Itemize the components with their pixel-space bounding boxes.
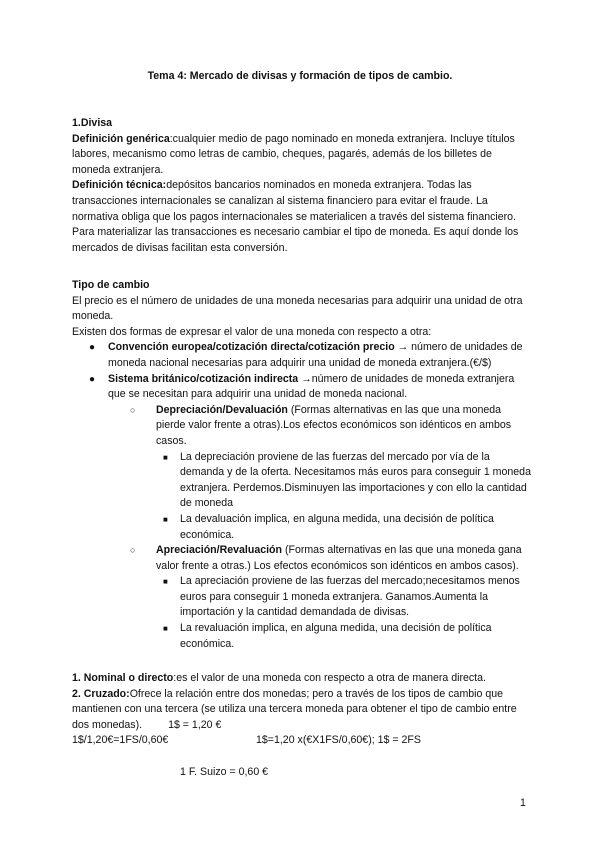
bullet-square-icon: ■ bbox=[163, 577, 168, 587]
equation-2: 1$/1,20€=1FS/0,60€ bbox=[72, 734, 169, 747]
bullet-disc-icon: ● bbox=[89, 373, 96, 385]
section-tipos bbox=[72, 671, 532, 781]
divisa-paragraph: Para materializar las transacciones es necesario cambiar el tipo de moneda. Es aquí donde los mercados de divisas facilitan esta conversión. bbox=[72, 226, 519, 254]
equation-4: 1 F. Suizo = 0,60 € bbox=[180, 765, 269, 778]
equation-row-2 bbox=[72, 765, 532, 781]
bullet-square-icon: ■ bbox=[163, 452, 168, 462]
equation-row bbox=[72, 733, 532, 749]
list-item-depreciacion: ○ Depreciación/Devaluación (Formas alternativas en las que una moneda pierde valor frente a otras).Los efectos económicos son idénticos en ambos casos. bbox=[130, 403, 512, 447]
section-tipo-cambio bbox=[72, 278, 532, 652]
equation-3: 1$=1,20 x(€X1FS/0,60€); 1$ = 2FS bbox=[256, 734, 421, 747]
list-item-apreciacion-mercado: ■ La apreciación proviene de las fuerzas del mercado;necesitamos menos euros para conseguir 1 moneda extranjera. Ganamos.Aumenta la importación y la cantidad demandada de divisas. bbox=[163, 575, 520, 619]
definicion-tecnica: Definición técnica:depósitos bancarios nominados en moneda extranjera. Todas las transacciones internacionales se canalizan al sistema financiero para evitar el fraude. La normativa obliga que los pagos internacionales se materialicen a través del sistema financiero. bbox=[72, 179, 517, 223]
tipo-cambio-intro-1: El precio es el número de unidades de una moneda necesarias para adquirir una unidad de otra moneda. bbox=[72, 294, 523, 323]
tipo-nominal: 1. Nominal o directo:es el valor de una moneda con respecto a otra de manera directa. bbox=[72, 672, 486, 684]
section-divisa bbox=[72, 116, 532, 256]
tipo-cambio-intro-2: Existen dos formas de expresar el valor de una moneda con respecto a otra: bbox=[72, 325, 432, 338]
bullet-disc-icon: ● bbox=[89, 342, 96, 354]
page-number: 1 bbox=[520, 797, 526, 809]
list-item-revaluacion-politica: ■ La revaluación implica, en alguna medida, una decisión de política económica. bbox=[163, 622, 492, 650]
bullet-square-icon: ■ bbox=[163, 624, 168, 634]
definicion-generica: Definición genérica:cualquier medio de pago nominado en moneda extranjera. Incluye títulos labores, mecanismo como letras de cambio, cheques, pagarés, además de los billetes de moneda extranjera. bbox=[72, 132, 515, 176]
equation-1: 1$ = 1,20 € bbox=[168, 718, 222, 731]
bullet-circle-icon: ○ bbox=[130, 545, 136, 556]
list-item-depreciacion-mercado: ■ La depreciación proviene de las fuerzas del mercado por vía de la demanda y de la oferta. Necesitamos más euros para conseguir 1 moneda extranjera. Perdemos.Disminuyen las importaciones y con ello la cantidad de moneda bbox=[163, 450, 531, 510]
list-item-apreciacion: ○ Apreciación/Revaluación (Formas alternativas en las que una moneda gana valor frente a otras.) Los efectos económicos son idénticos en ambos casos). bbox=[130, 544, 522, 572]
bullet-circle-icon: ○ bbox=[130, 404, 136, 415]
bullet-square-icon: ■ bbox=[163, 514, 168, 524]
list-item-convencion-europea: ● Convención europea/cotización directa/cotización precio → número de unidades de moneda nacional necesarias para adquirir una unidad de moneda extranjera.(€/$) bbox=[89, 341, 523, 369]
page-title: Tema 4: Mercado de divisas y formación de tipos de cambio. bbox=[147, 70, 453, 82]
section-heading-tipo-cambio: Tipo de cambio bbox=[72, 279, 150, 291]
tipo-cruzado: 2. Cruzado:Ofrece la relación entre dos monedas; pero a través de los tipos de cambio que mantienen con una tercera (se utiliza una tercera moneda para obtener el tipo de cambio entre dos monedas). 1$ = 1,20 € bbox=[72, 687, 517, 731]
section-heading-divisa: 1.Divisa bbox=[72, 117, 113, 129]
list-item-devaluacion-politica: ■ La devaluación implica, en alguna medida, una decisión de política económica. bbox=[163, 512, 494, 541]
list-item-sistema-britanico: ● Sistema británico/cotización indirecta →número de unidades de moneda extranjera que se necesitan para adquirir una unidad de moneda nacional. bbox=[89, 372, 515, 401]
